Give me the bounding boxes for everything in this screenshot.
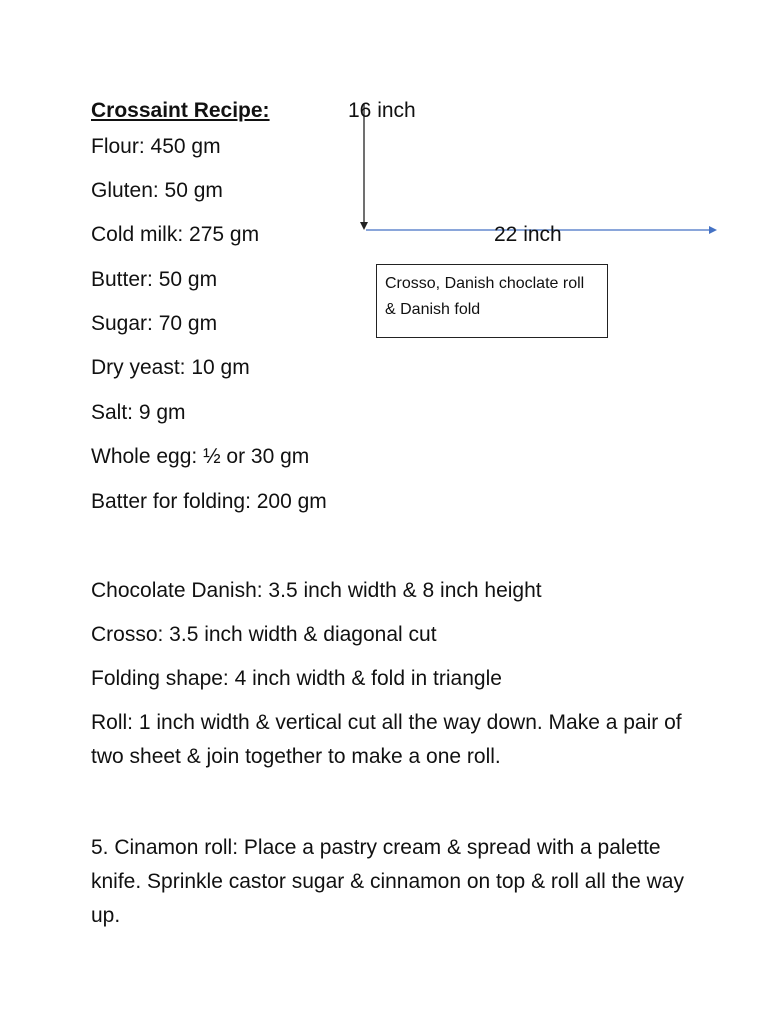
ingredient-flour: Flour: 450 gm <box>91 135 221 158</box>
shape-roll: Roll: 1 inch width & vertical cut all the way down. Make a pair of two sheet & join together to make a one roll. <box>91 711 682 768</box>
width-label: 22 inch <box>494 223 562 246</box>
ingredient-butter: Butter: 50 gm <box>91 268 218 291</box>
width-arrow-head <box>709 226 717 234</box>
recipe-title: Crossaint Recipe: <box>91 99 270 122</box>
height-arrow-head <box>360 222 368 230</box>
ingredient-batter: Batter for folding: 200 gm <box>91 490 327 513</box>
shape-folding: Folding shape: 4 inch width & fold in triangle <box>91 667 502 690</box>
shape-crosso: Crosso: 3.5 inch width & diagonal cut <box>91 623 437 646</box>
height-label: 16 inch <box>348 99 416 122</box>
ingredient-cold-milk: Cold milk: 275 gm <box>91 223 260 246</box>
ingredient-whole-egg: Whole egg: ½ or 30 gm <box>91 445 310 468</box>
note-text: Crosso, Danish choclate roll & Danish fold <box>385 275 585 318</box>
ingredient-salt: Salt: 9 gm <box>91 401 186 424</box>
ingredient-dry-yeast: Dry yeast: 10 gm <box>91 356 250 379</box>
cinnamon-roll-instructions: 5. Cinamon roll: Place a pastry cream & spread with a palette knife. Sprinkle castor sugar & cinnamon on top & roll all the way up. <box>91 836 684 927</box>
note-box <box>376 264 608 338</box>
shape-chocolate-danish: Chocolate Danish: 3.5 inch width & 8 inch height <box>91 579 542 602</box>
ingredient-gluten: Gluten: 50 gm <box>91 179 223 202</box>
ingredient-sugar: Sugar: 70 gm <box>91 312 218 335</box>
